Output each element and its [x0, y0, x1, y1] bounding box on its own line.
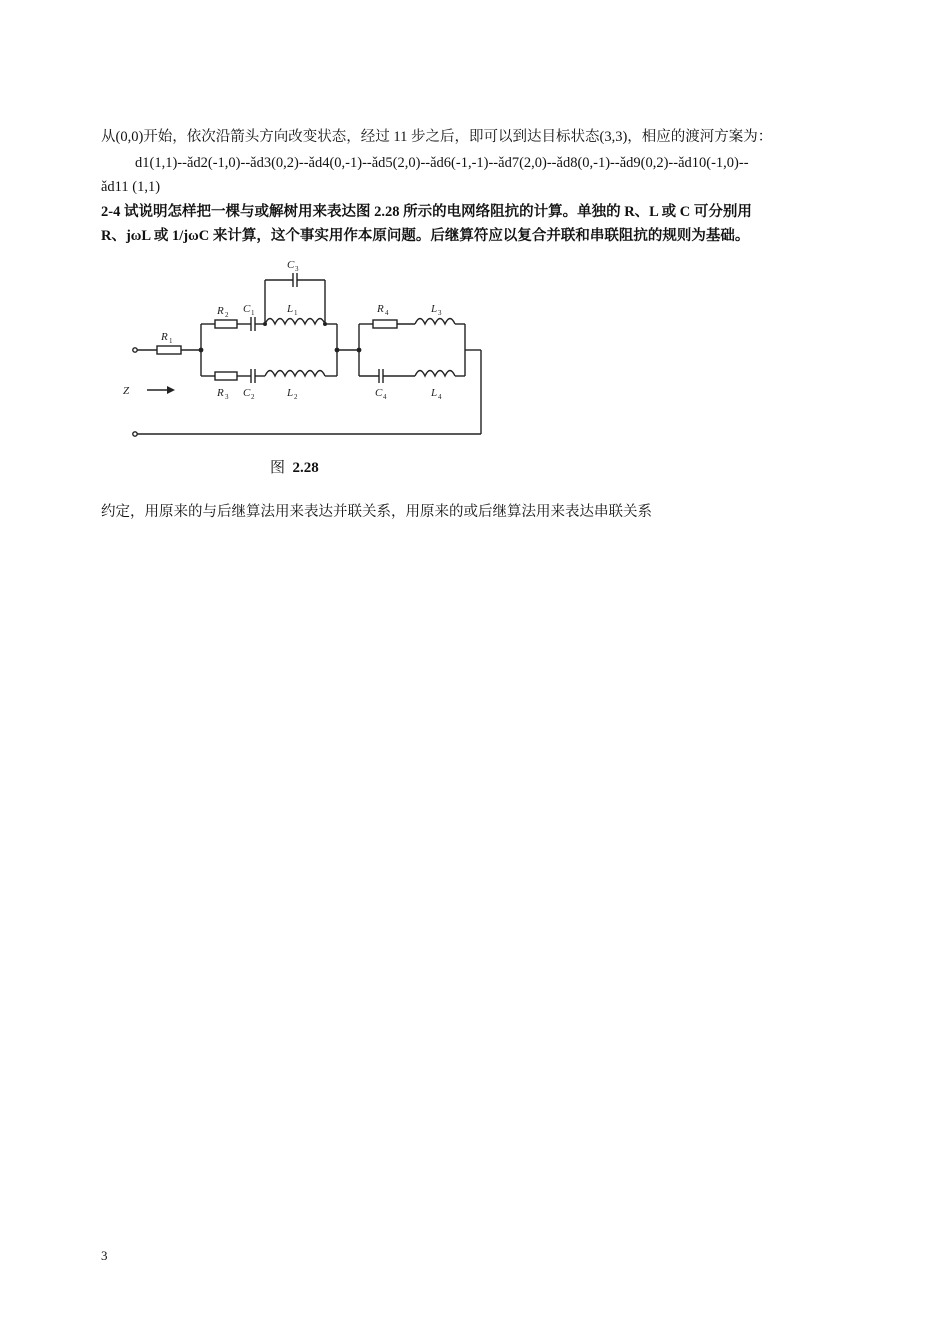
- label-z: Z: [123, 385, 130, 397]
- svg-text:C: C: [243, 303, 251, 315]
- svg-text:R: R: [377, 303, 384, 315]
- svg-text:R: R: [217, 387, 224, 399]
- svg-text:C: C: [287, 259, 295, 271]
- text-line-4: 约定，用原来的与后继算法用来表达并联关系，用原来的或后继算法用来表达串联关系: [101, 504, 652, 520]
- svg-text:L: L: [287, 387, 294, 399]
- figure-caption: 图 2.28: [270, 460, 319, 476]
- svg-text:2: 2: [251, 393, 255, 401]
- page-number: 3: [101, 1248, 108, 1263]
- svg-text:C: C: [375, 387, 383, 399]
- resistor-r1: [157, 346, 181, 354]
- question-line-2: R、jωL 或 1/jωC 来计算，这个事实用作本原问题。后继算符应以复合并联和串联阻抗的规则为基础。: [101, 228, 750, 244]
- svg-text:1: 1: [251, 309, 255, 317]
- svg-text:1: 1: [294, 309, 298, 317]
- question-line-1: 2-4 试说明怎样把一棵与或解树用来表达图 2.28 所示的电网络阻抗的计算。单独的 R、L 或 C 可分别用: [101, 204, 752, 220]
- circuit-figure: [117, 252, 497, 452]
- text-line-2: d1(1,1)--ǎd2(-1,0)--ǎd3(0,2)--ǎd4(0,-1)--ǎd5(2,0)--ǎd6(-1,-1)--ǎd7(2,0)--ǎd8(0,-1)--ǎd9(0,2)--ǎd10(-1,0)--: [135, 155, 749, 171]
- svg-text:3: 3: [295, 265, 299, 273]
- svg-text:R: R: [161, 331, 168, 343]
- svg-text:1: 1: [169, 337, 173, 345]
- svg-text:4: 4: [385, 309, 389, 317]
- svg-text:L: L: [431, 387, 438, 399]
- text-line-1: 从(0,0)开始，依次沿箭头方向改变状态，经过 11 步之后，即可以到达目标状态(3,3)，相应的渡河方案为：: [101, 129, 773, 145]
- svg-text:4: 4: [383, 393, 387, 401]
- svg-text:3: 3: [225, 393, 229, 401]
- svg-text:R: R: [217, 305, 224, 317]
- svg-text:3: 3: [438, 309, 442, 317]
- svg-text:L: L: [431, 303, 438, 315]
- text-line-3: ǎd11 (1,1): [101, 179, 161, 195]
- svg-text:2: 2: [225, 311, 229, 319]
- svg-text:C: C: [243, 387, 251, 399]
- svg-text:4: 4: [438, 393, 442, 401]
- svg-text:L: L: [287, 303, 294, 315]
- svg-text:2: 2: [294, 393, 298, 401]
